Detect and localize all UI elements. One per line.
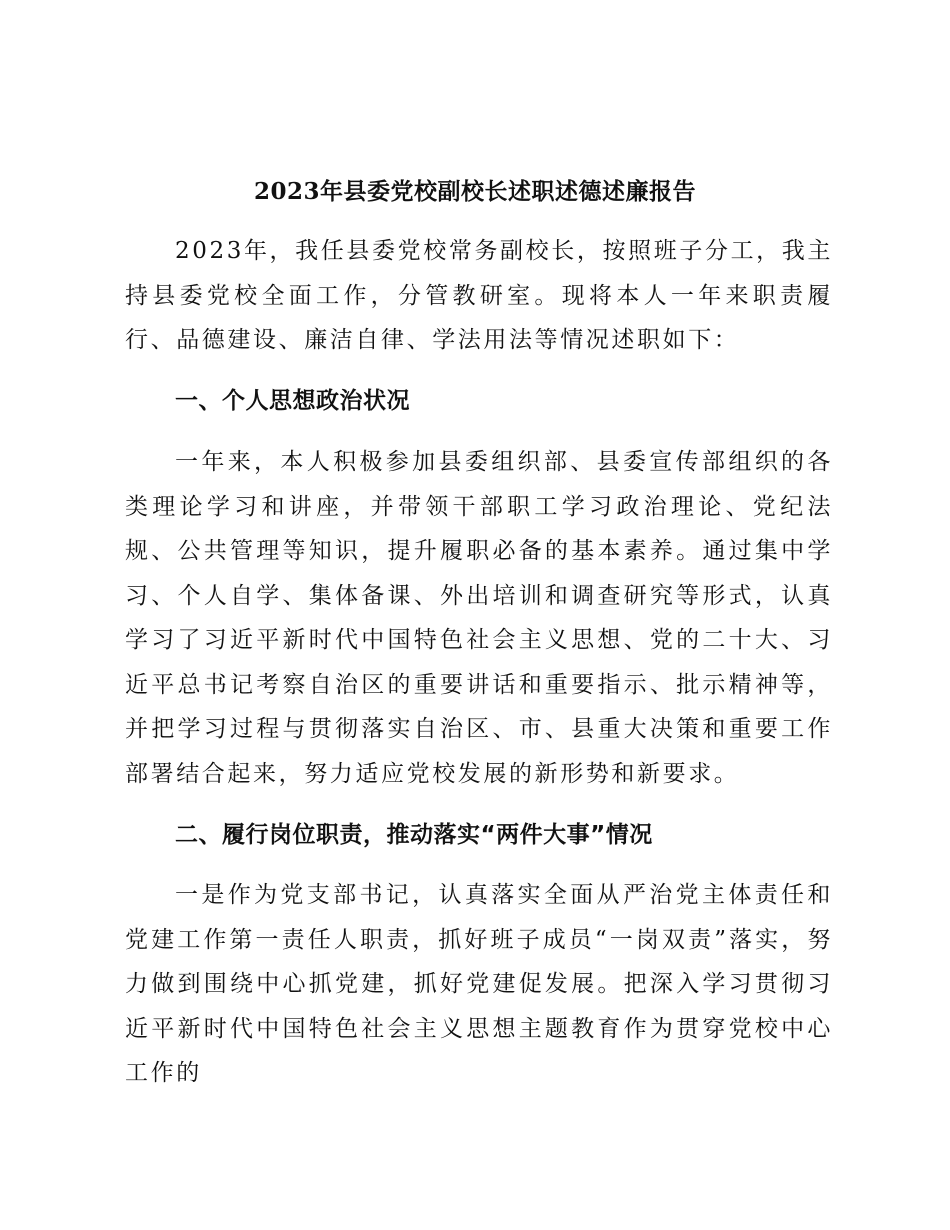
intro-paragraph: 2023年，我任县委党校常务副校长，按照班子分工，我主持县委党校全面工作，分管教研室。现将本人一年来职责履行、品德建设、廉洁自律、学法用法等情况述职如下：	[125, 238, 833, 353]
section-2-heading: 二、履行岗位职责，推动落实“两件大事”情况	[175, 822, 653, 848]
section-2-paragraph: 一是作为党支部书记，认真落实全面从严治党主体责任和党建工作第一责任人职责，抓好班子成员“一岗双责”落实，努力做到围绕中心抓党建，抓好党建促发展。把深入学习贯彻习近平新时代中国特色社会主义思想主题教育作为贯穿党校中心工作的	[125, 882, 833, 1086]
section-1-paragraph: 一年来，本人积极参加县委组织部、县委宣传部组织的各类理论学习和讲座，并带领干部职工学习政治理论、党纪法规、公共管理等知识，提升履职必备的基本素养。通过集中学习、个人自学、集体备课、外出培训和调查研究等形式，认真学习了习近平新时代中国特色社会主义思想、党的二十大、习近平总书记考察自治区的重要讲话和重要指示、批示精神等，并把学习过程与贯彻落实自治区、市、县重大决策和重要工作部署结合起来，努力适应党校发展的新形势和新要求。	[125, 449, 833, 787]
section-1-heading: 一、个人思想政治状况	[175, 388, 410, 414]
document-title: 2023年县委党校副校长述职述德述廉报告	[253, 178, 696, 205]
